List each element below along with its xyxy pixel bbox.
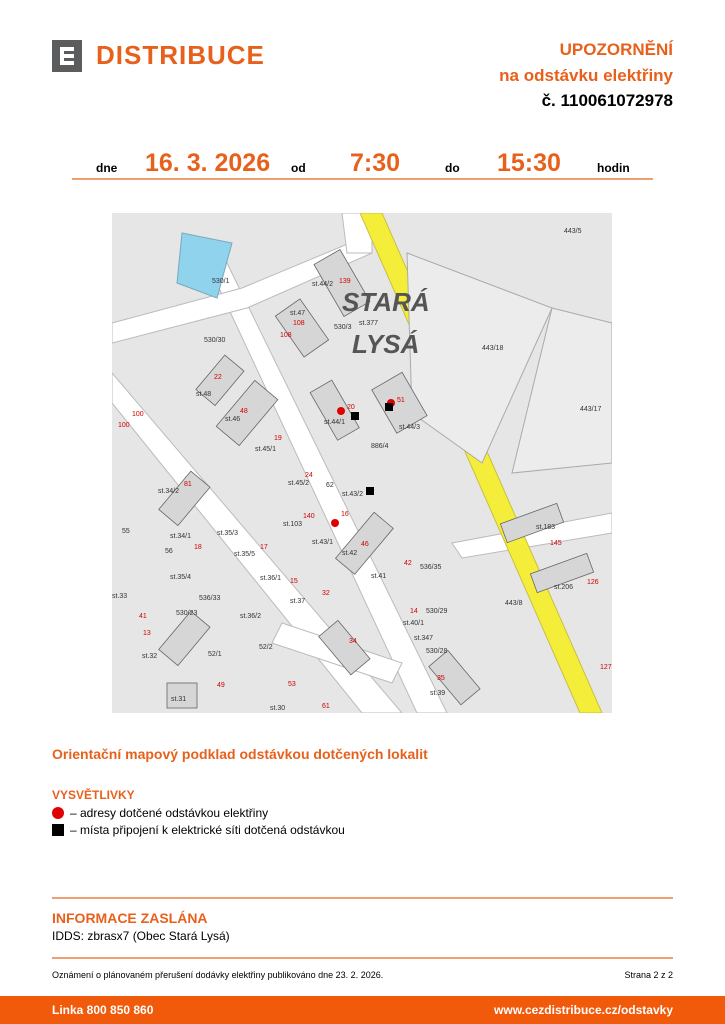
map-parcel-label: 443/18 (482, 345, 504, 352)
map-parcel-label: 35 (437, 675, 445, 682)
map-parcel-label: 126 (587, 579, 599, 586)
legend-label: – adresy dotčené odstávkou elektřiny (70, 806, 269, 820)
town-name-2: LYSÁ (352, 329, 420, 359)
map-parcel-label: 32 (322, 590, 330, 597)
map-parcel-label: 127 (600, 664, 612, 671)
connection-point-marker (366, 487, 374, 495)
map-parcel-label: st.103 (283, 521, 303, 528)
map-parcel-label: 20 (347, 404, 355, 411)
divider (52, 897, 673, 899)
map-parcel-label: 16 (341, 511, 349, 518)
map-parcel-label: st.48 (196, 391, 212, 398)
notice-number: č. 110061072978 (541, 91, 673, 110)
map-parcel-label: st.34/2 (158, 488, 180, 495)
divider (52, 957, 673, 959)
town-name-1: STARÁ (342, 287, 430, 317)
map-parcel-label: 530/23 (176, 610, 198, 617)
map-parcel-label: 19 (274, 435, 282, 442)
map-parcel-label: 145 (550, 540, 562, 547)
map-parcel-label: st.44/2 (312, 281, 334, 288)
map-parcel-label: 530/3 (334, 324, 352, 331)
divider (72, 178, 653, 180)
map-parcel-label: st.30 (270, 705, 286, 712)
map-parcel-label: 53 (288, 681, 296, 688)
map-parcel-label: 13 (143, 630, 151, 637)
map-parcel-label: 46 (361, 541, 369, 548)
hours-label: hodin (597, 161, 630, 175)
map-parcel-label: 108 (280, 332, 292, 339)
map-parcel-label: 443/17 (580, 406, 602, 413)
red-dot-icon (52, 807, 64, 819)
map-parcel-label: 443/5 (564, 228, 582, 235)
legend-title: VYSVĚTLIVKY (52, 788, 135, 802)
map-parcel-label: 108 (293, 320, 305, 327)
map-parcel-label: st.183 (536, 524, 556, 531)
map-parcel-label: 530/1 (212, 278, 230, 285)
map-parcel-label: st.377 (359, 320, 379, 327)
map-parcel-label: 49 (217, 682, 225, 689)
notice-subtitle: na odstávku elektřiny (499, 66, 673, 85)
map-parcel-label: st.44/1 (324, 419, 346, 426)
footer-bar (0, 996, 725, 1024)
connection-point-marker (351, 412, 359, 420)
page-number: Strana 2 z 2 (624, 970, 673, 980)
map-parcel-label: 530/28 (426, 648, 448, 655)
map-parcel-label: 51 (397, 397, 405, 404)
map-parcel-label: 55 (122, 528, 130, 535)
map-parcel-label: 100 (132, 411, 144, 418)
map-parcel-label: 530/29 (426, 608, 448, 615)
to-label: do (445, 161, 460, 175)
map-parcel-label: 18 (194, 544, 202, 551)
map-parcel-label: st.206 (554, 584, 574, 591)
info-title: INFORMACE ZASLÁNA (52, 910, 208, 926)
black-square-icon (52, 824, 64, 836)
map-parcel-label: st.347 (414, 635, 434, 642)
map-parcel-label: st.47 (290, 310, 306, 317)
outage-date: 16. 3. 2026 (145, 149, 271, 177)
map-parcel-label: st.45/1 (255, 446, 277, 453)
map-parcel-label: 56 (165, 548, 173, 555)
hotline: Linka 800 850 860 (52, 1003, 154, 1017)
affected-address-marker (337, 407, 345, 415)
map-parcel-label: st.34/1 (170, 533, 192, 540)
map-parcel-label: 443/8 (505, 600, 523, 607)
logo-text: DISTRIBUCE (96, 40, 265, 70)
outage-map (112, 213, 612, 713)
map-parcel-label: st.35/3 (217, 530, 239, 537)
from-label: od (291, 161, 306, 175)
map-parcel-label: 81 (184, 481, 192, 488)
end-time: 15:30 (497, 149, 561, 177)
map-parcel-label: 15 (290, 578, 298, 585)
map-parcel-label: 62 (326, 482, 334, 489)
map-parcel-label: 24 (305, 472, 313, 479)
affected-address-marker (331, 519, 339, 527)
map-parcel-label: 48 (240, 408, 248, 415)
map-parcel-label: st.35/5 (234, 551, 256, 558)
legend-label: – místa připojení k elektrické síti dotčená odstávkou (70, 823, 345, 837)
map-parcel-label: 536/33 (199, 595, 221, 602)
map-parcel-label: 22 (214, 374, 222, 381)
map-parcel-label: st.32 (142, 653, 158, 660)
map-parcel-label: 139 (339, 278, 351, 285)
map-parcel-label: 52/2 (259, 644, 273, 651)
map-parcel-label: st.39 (430, 690, 446, 697)
map-parcel-label: 41 (139, 613, 147, 620)
map-parcel-label: st.46 (225, 416, 241, 423)
legend-item-connection (52, 823, 345, 837)
map-parcel-label: st.43/1 (312, 539, 334, 546)
legend-item-address (52, 806, 268, 820)
cez-logo-icon (52, 40, 82, 72)
map-parcel-label: 17 (260, 544, 268, 551)
map-parcel-label: st.41 (371, 573, 387, 580)
map-parcel-label: 61 (322, 703, 330, 710)
website-link[interactable]: www.cezdistribuce.cz/odstavky (494, 1003, 673, 1017)
map-parcel-label: st.37 (290, 598, 306, 605)
map-parcel-label: 536/35 (420, 564, 442, 571)
notice-title: UPOZORNĚNÍ (559, 40, 673, 59)
map-parcel-label: 886/4 (371, 443, 389, 450)
map-parcel-label: 14 (410, 608, 418, 615)
map-parcel-label: 52/1 (208, 651, 222, 658)
map-parcel-label: 530/30 (204, 337, 226, 344)
map-parcel-label: st.31 (171, 696, 187, 703)
map-parcel-label: st.40/1 (403, 620, 425, 627)
map-parcel-label: 140 (303, 513, 315, 520)
info-text: IDDS: zbrasx7 (Obec Stará Lysá) (52, 929, 230, 943)
map-parcel-label: st.44/3 (399, 424, 421, 431)
map-parcel-label: st.43/2 (342, 491, 364, 498)
publication-notice: Oznámení o plánovaném přerušení dodávky elektřiny publikováno dne 23. 2. 2026. (52, 970, 384, 980)
map-parcel-label: 42 (404, 560, 412, 567)
map-parcel-label: st.33 (112, 593, 128, 600)
start-time: 7:30 (350, 149, 401, 177)
map-parcel-label: st.36/1 (260, 575, 282, 582)
map-parcel-label: st.42 (342, 550, 358, 557)
map-parcel-label: st.36/2 (240, 613, 262, 620)
map-parcel-label: 100 (118, 422, 130, 429)
map-parcel-label: 34 (349, 638, 357, 645)
map-caption: Orientační mapový podklad odstávkou dotčených lokalit (52, 746, 428, 762)
map-parcel-label: st.35/4 (170, 574, 192, 581)
connection-point-marker (385, 403, 393, 411)
date-label: dne (96, 161, 118, 175)
map-parcel-label: st.45/2 (288, 480, 310, 487)
